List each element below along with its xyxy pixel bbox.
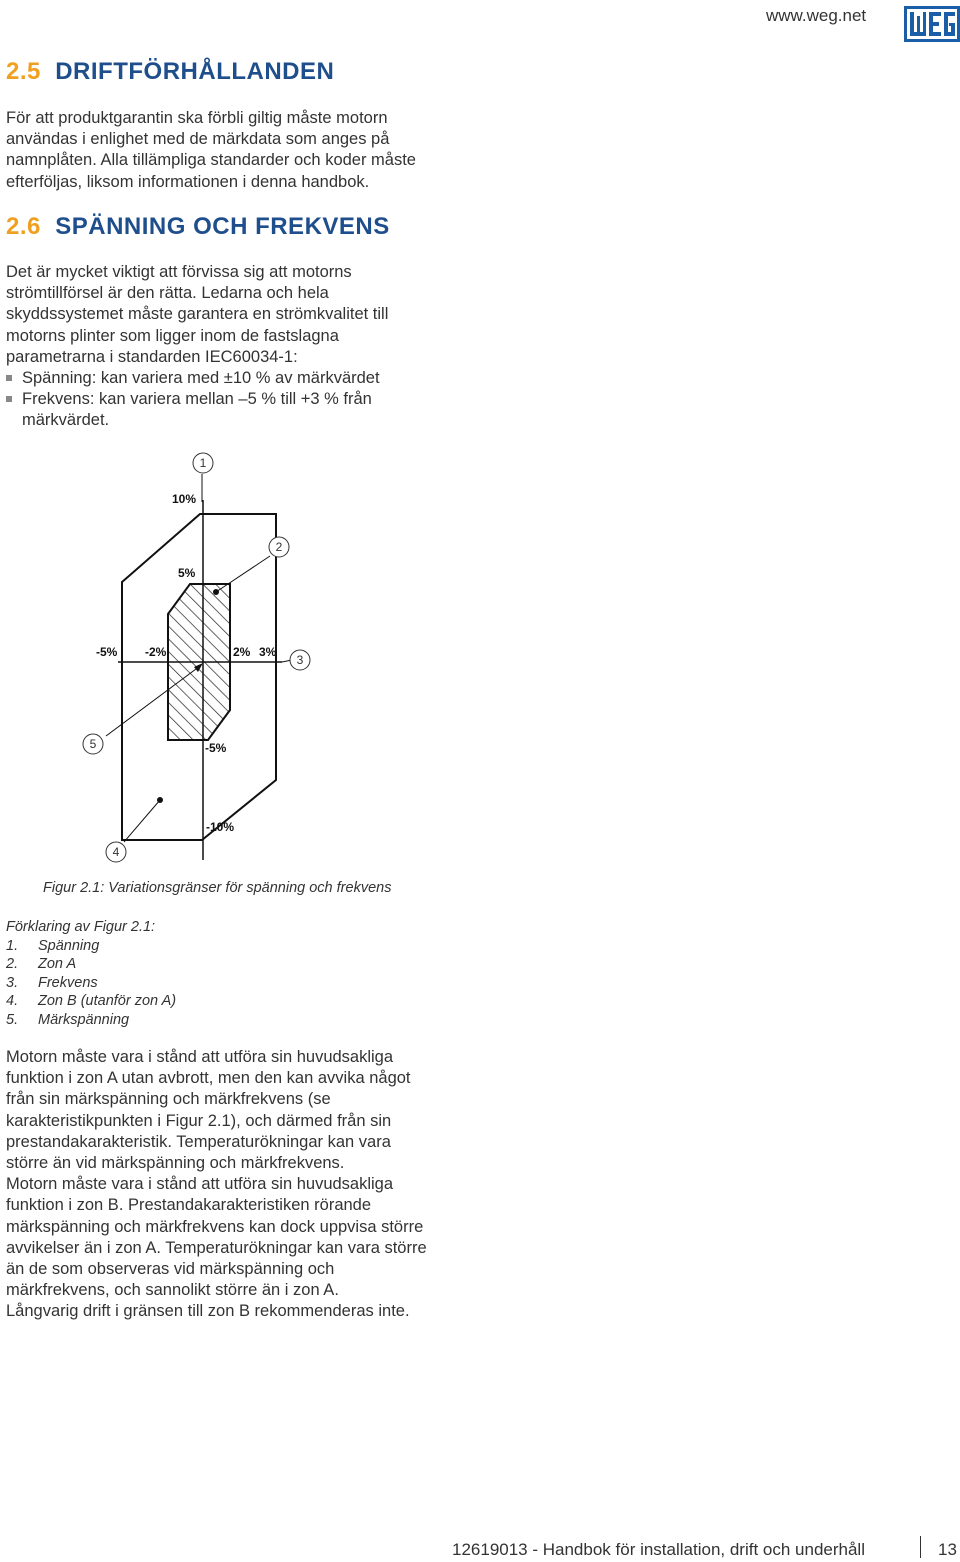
label-f-plus3: 3%	[259, 645, 277, 659]
section-heading-2-6: 2.6 SPÄNNING OCH FREKVENS	[6, 213, 390, 240]
label-f-plus2: 2%	[233, 645, 251, 659]
legend-item: 4. Zon B (utanför zon A)	[6, 993, 177, 1010]
label-f-minus2: -2%	[145, 645, 167, 659]
figure-caption: Figur 2.1: Variationsgränser för spänning och frekvens	[43, 880, 392, 896]
label-v-plus10: 10%	[172, 492, 197, 506]
figure-legend	[6, 918, 176, 1030]
section-2-5-text: För att produktgarantin ska förbli giltig måste motorn användas i enlighet med de märkdata som anges på namnplåten. Alla tillämpliga standarder och koder måste efterföljas, liksom informationen i denna handbok.	[6, 109, 416, 191]
bullet-marker-icon	[6, 375, 12, 381]
legend-item: 3. Frekvens	[6, 974, 98, 991]
footer-document-title: 12619013 - Handbok för installation, drift och underhåll	[452, 1540, 865, 1559]
bullet-marker-icon	[6, 396, 12, 402]
footer-divider	[920, 1536, 921, 1558]
callout-1	[193, 453, 213, 473]
svg-text:2: 2	[275, 540, 283, 554]
weg-logo	[904, 6, 960, 42]
leader-2	[216, 556, 270, 592]
svg-text:5: 5	[89, 737, 97, 751]
voltage-frequency-diagram	[60, 440, 400, 870]
section-2-6-text: Det är mycket viktigt att förvissa sig att motorns strömtillförsel är den rätta. Ledarna och hela skyddssystemet måste garantera en strömkvalitet till motorns plinter som ligger inom de fastslagna parametrarna i standarden IEC60034-1:	[6, 263, 389, 366]
section-heading-2-5: 2.5 DRIFTFÖRHÅLLANDEN	[6, 58, 335, 85]
callout-3	[290, 650, 310, 670]
label-v-minus5: -5%	[205, 741, 227, 755]
bullet-voltage: Spänning: kan variera med ±10 % av märkvärdet	[6, 368, 426, 389]
svg-text:1: 1	[199, 456, 207, 470]
legend-item: 1. Spänning	[6, 937, 100, 954]
label-f-minus5: -5%	[96, 645, 118, 659]
bullet-frequency: Frekvens: kan variera mellan –5 % till +3 % från märkvärdet.	[6, 389, 426, 431]
legend-item: 2. Zon A	[6, 956, 77, 973]
label-v-plus5: 5%	[178, 566, 196, 580]
svg-text:4: 4	[112, 845, 120, 859]
leader-4	[124, 800, 160, 842]
svg-text:3: 3	[296, 653, 304, 667]
legend-title: Förklaring av Figur 2.1:	[6, 919, 156, 935]
header-url[interactable]: www.weg.net	[766, 6, 867, 25]
callout-4	[106, 842, 126, 862]
page-number: 13	[938, 1540, 957, 1559]
callout-5	[83, 734, 103, 754]
label-v-minus10: -10%	[206, 820, 235, 834]
callout-2	[269, 537, 289, 557]
legend-item: 5. Märkspänning	[6, 1011, 130, 1028]
body-paragraph: Motorn måste vara i stånd att utföra sin huvudsakliga funktion i zon A utan avbrott, men den kan avvika något från sin märkspänning och märkfrekvens (se karakteristikpunkten i Figur 2.1), och därmed från sin prestandakarakteristik. Temperaturökningar kan vara större än vid märkspänning och märkfrekvens. Motorn måste vara i stånd att utföra sin huvudsakliga funktion i zon B. Prestandakarakteristiken rörande märkspänning och märkfrekvens kan dock uppvisa större avvikelser än i zon A. Temperaturökningar kan vara större än de som observeras vid märkspänning och märkfrekvens, och sannolikt större än i zon A. Långvarig drift i gränsen till zon B rekommenderas inte.	[6, 1048, 427, 1321]
